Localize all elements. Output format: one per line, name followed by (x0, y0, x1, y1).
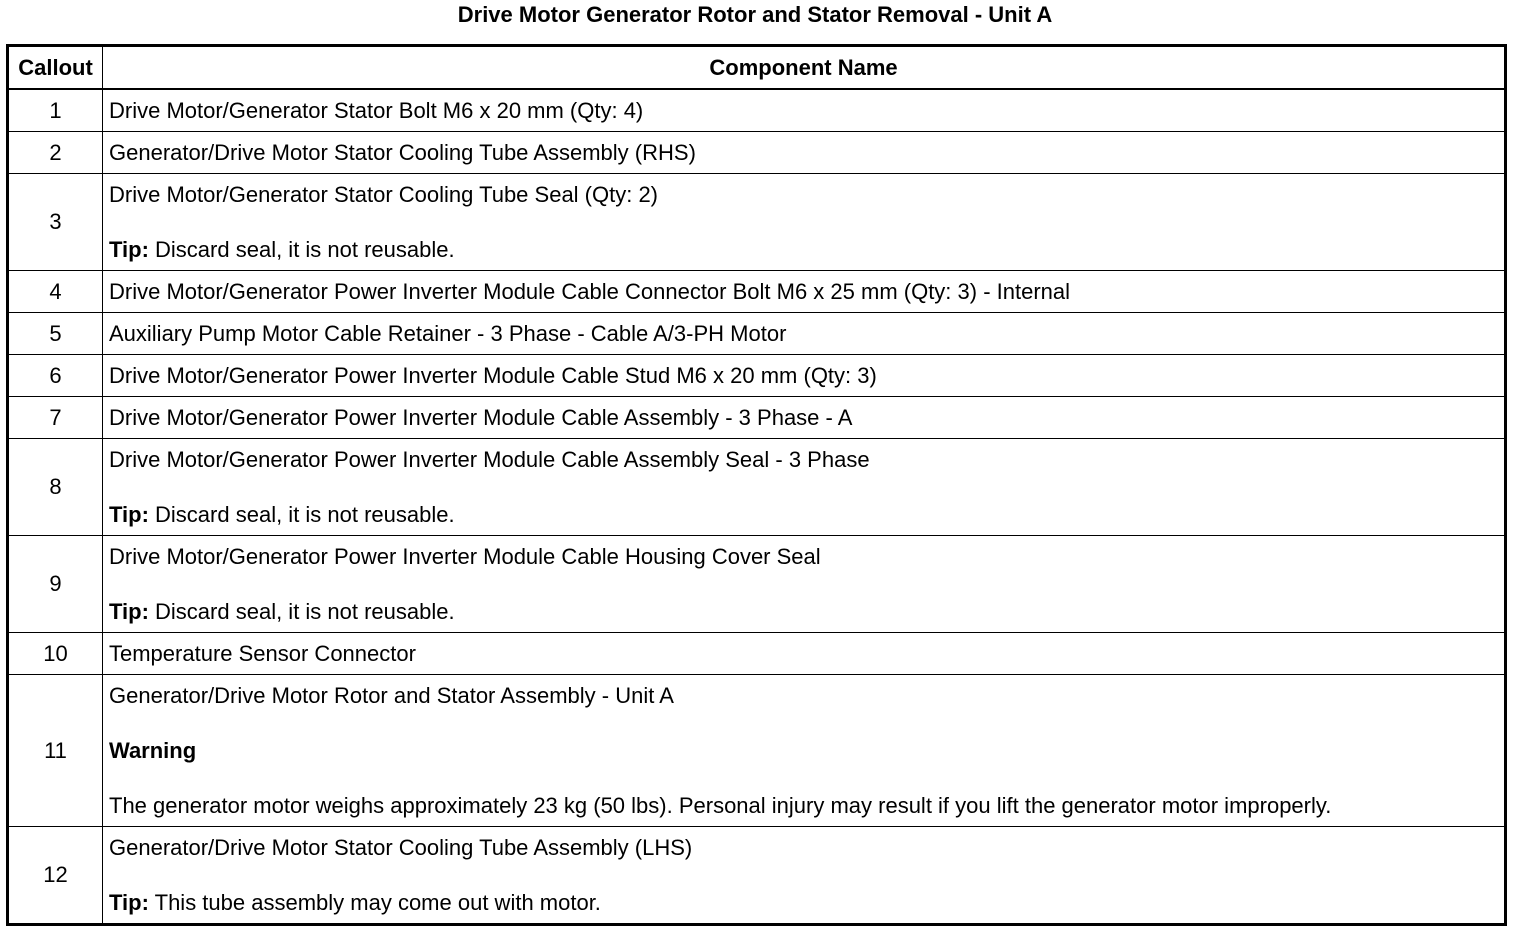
callout-number: 8 (8, 439, 103, 536)
table-row (8, 439, 1506, 536)
callout-number: 10 (8, 633, 103, 675)
tip-label: Tip: (109, 598, 149, 624)
component-name (103, 397, 1506, 439)
callout-number: 2 (8, 132, 103, 174)
table-header-row (8, 46, 1506, 90)
callout-number: 1 (8, 89, 103, 132)
component-name-text: Drive Motor/Generator Stator Bolt M6 x 20 mm (Qty: 4) (109, 97, 644, 123)
component-name (103, 439, 1506, 536)
table-row (8, 132, 1506, 174)
component-name (103, 313, 1506, 355)
component-name-text: Drive Motor/Generator Power Inverter Module Cable Connector Bolt M6 x 25 mm (Qty: 3) - Internal (109, 278, 1071, 304)
warning-text: The generator motor weighs approximately 23 kg (50 lbs). Personal injury may result if you lift the generator motor improperly. (109, 792, 1332, 818)
component-name-column-header: Component Name (103, 46, 1506, 90)
tip-note (109, 502, 1504, 528)
component-name-text: Drive Motor/Generator Power Inverter Module Cable Stud M6 x 20 mm (Qty: 3) (109, 362, 877, 388)
callout-number: 7 (8, 397, 103, 439)
callout-column-header: Callout (8, 46, 103, 90)
callout-number: 3 (8, 174, 103, 271)
table-row (8, 355, 1506, 397)
tip-note (109, 237, 1504, 263)
table-row (8, 397, 1506, 439)
component-name (103, 355, 1506, 397)
tip-text: Discard seal, it is not reusable. (148, 501, 455, 527)
tip-label: Tip: (109, 501, 149, 527)
component-name-text: Drive Motor/Generator Power Inverter Module Cable Assembly Seal - 3 Phase (109, 446, 870, 472)
table-row (8, 827, 1506, 925)
callout-number: 6 (8, 355, 103, 397)
component-name (103, 536, 1506, 633)
callout-number: 9 (8, 536, 103, 633)
component-name-text: Generator/Drive Motor Stator Cooling Tube Assembly (RHS) (109, 139, 696, 165)
table-row (8, 675, 1506, 827)
callout-number: 4 (8, 271, 103, 313)
tip-text: Discard seal, it is not reusable. (148, 598, 455, 624)
component-name (103, 132, 1506, 174)
tip-note (109, 599, 1504, 625)
callout-number: 11 (8, 675, 103, 827)
table-row (8, 536, 1506, 633)
component-name (103, 89, 1506, 132)
component-name-text: Drive Motor/Generator Stator Cooling Tube Seal (Qty: 2) (109, 181, 659, 207)
tip-label: Tip: (109, 889, 149, 915)
callout-number: 12 (8, 827, 103, 925)
component-name-text: Generator/Drive Motor Rotor and Stator Assembly - Unit A (109, 682, 674, 708)
component-table (6, 44, 1507, 926)
component-name (103, 633, 1506, 675)
table-row (8, 89, 1506, 132)
table-row (8, 271, 1506, 313)
warning-label: Warning (109, 737, 197, 763)
component-name-text: Generator/Drive Motor Stator Cooling Tube Assembly (LHS) (109, 834, 693, 860)
component-name (103, 675, 1506, 827)
component-name-text: Auxiliary Pump Motor Cable Retainer - 3 Phase - Cable A/3-PH Motor (109, 320, 787, 346)
tip-text: This tube assembly may come out with motor. (148, 889, 601, 915)
component-name-text: Drive Motor/Generator Power Inverter Module Cable Housing Cover Seal (109, 543, 821, 569)
component-name (103, 827, 1506, 925)
tip-note (109, 890, 1504, 916)
component-name-text: Drive Motor/Generator Power Inverter Module Cable Assembly - 3 Phase - A (109, 404, 853, 430)
component-name-text: Temperature Sensor Connector (109, 640, 416, 666)
document-title: Drive Motor Generator Rotor and Stator Removal - Unit A (457, 2, 1053, 27)
component-name (103, 271, 1506, 313)
callout-number: 5 (8, 313, 103, 355)
table-row (8, 633, 1506, 675)
component-name (103, 174, 1506, 271)
table-row (8, 313, 1506, 355)
table-row (8, 174, 1506, 271)
tip-label: Tip: (109, 236, 149, 262)
tip-text: Discard seal, it is not reusable. (148, 236, 455, 262)
